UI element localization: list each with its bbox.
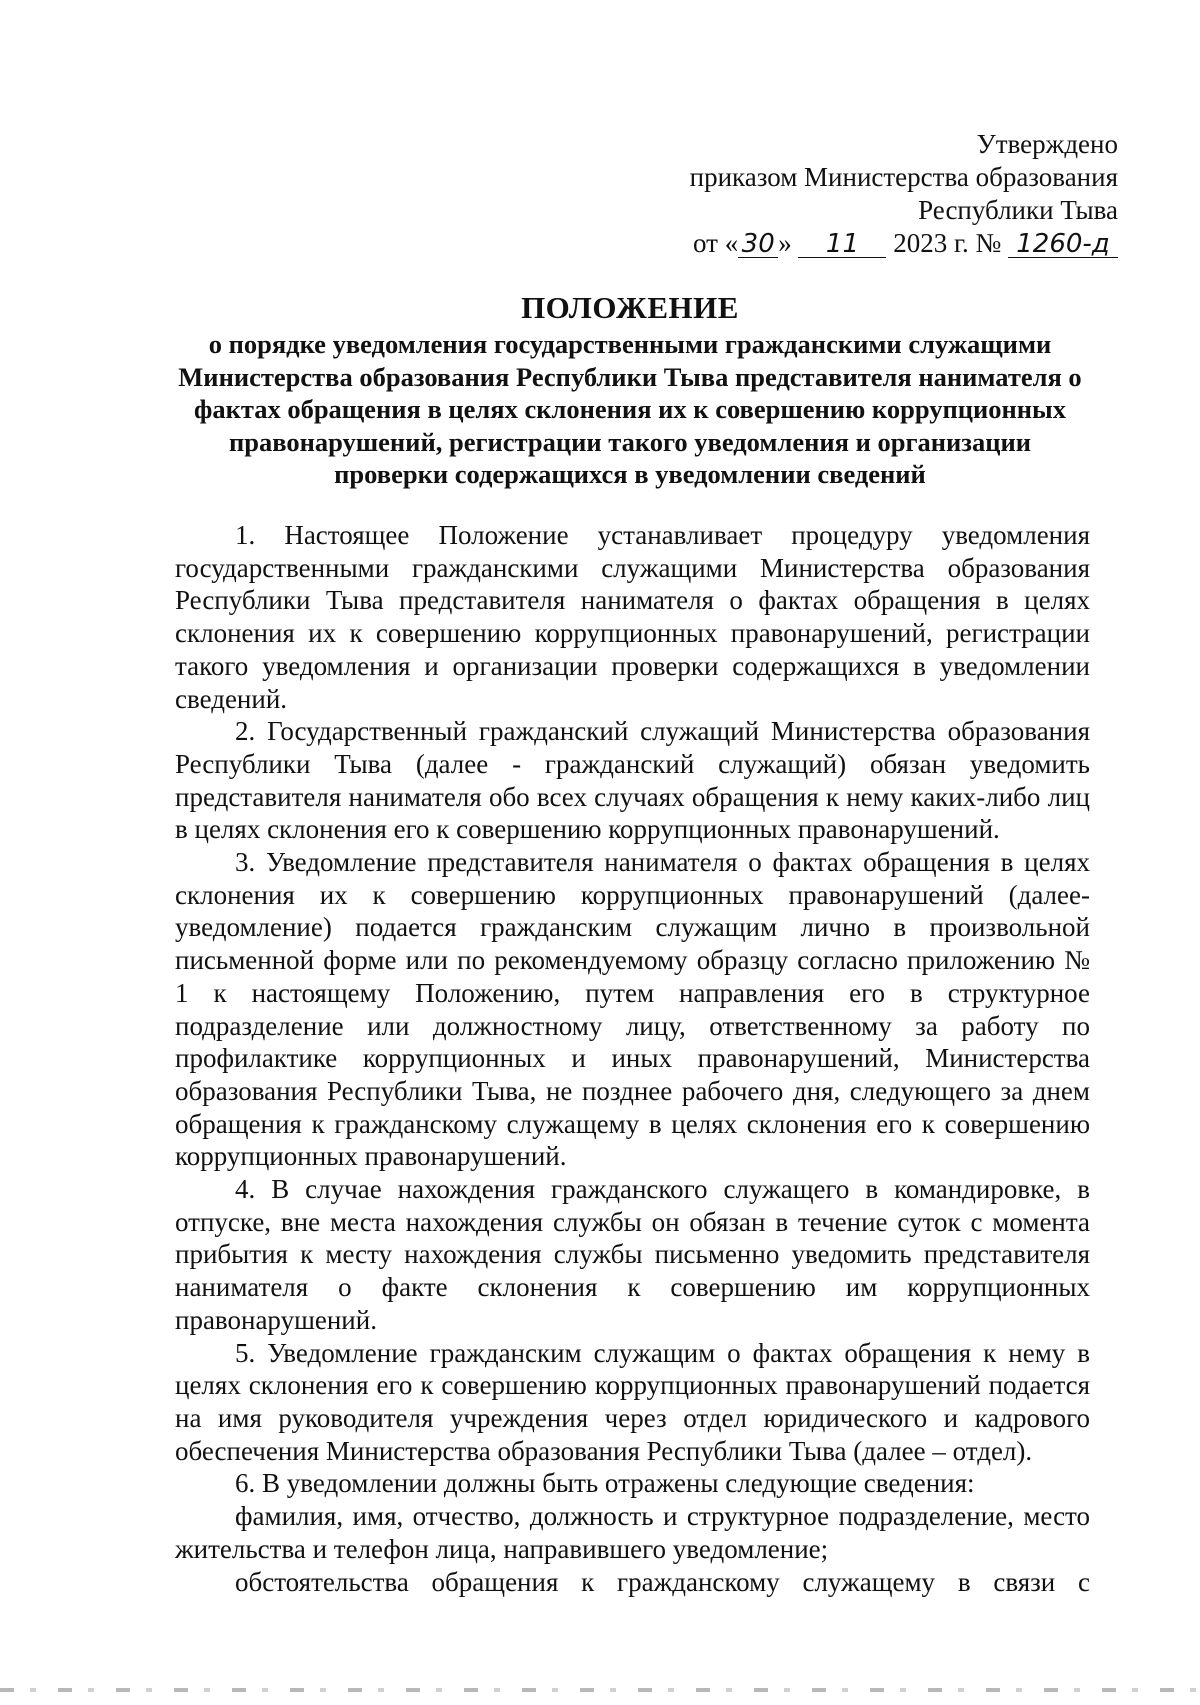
document-subtitle: о порядке уведомления государственными гражданскими служащими Министерства образования Республики Тыва представителя нанимателя о фактах обращения в целях склонения их к совершению коррупционных правонарушений, регистрации такого уведомления и организации проверки содержащихся в уведомлении сведений (178, 329, 1082, 489)
paragraph-1: 1. Настоящее Положение устанавливает процедуру уведомления государственными гражданскими служащими Министерства образования Республики Тыва представителя нанимателя о фактах обращения в целях склонения их к совершению коррупционных правонарушений, регистрации такого уведомления и организации проверки содержащихся в уведомлении сведений. (175, 520, 1090, 714)
paragraph-2: 2. Государственный гражданский служащий Министерства образования Республики Тыва (далее - гражданский служащий) обязан уведомить представителя нанимателя обо всех случаях обращения к нему каких-либо лиц в целях склонения его к совершению коррупционных правонарушений. (175, 716, 1090, 845)
document-title: ПОЛОЖЕНИЕ (521, 290, 739, 325)
scan-bottom-edge-artifact (0, 1688, 1200, 1692)
document-body (175, 519, 1090, 1598)
paragraph-5: 5. Уведомление гражданским служащим о фактах обращения к нему в целях склонения его к совершению коррупционных правонарушений подается на имя руководителя учреждения через отдел юридического и кадрового обеспечения Министерства образования Республики Тыва (далее – отдел). (175, 1337, 1090, 1466)
handwritten-order-number: 1260-д (1008, 231, 1118, 258)
handwritten-month: 11 (798, 231, 886, 258)
approval-line-approved: Утверждено (976, 129, 1118, 159)
date-year-number-label: 2023 г. № (893, 228, 1002, 258)
paragraph-6: 6. В уведомлении должны быть отражены следующие сведения: (235, 1468, 975, 1499)
paragraph-3: 3. Уведомление представителя нанимателя о фактах обращения в целях склонения их к совершению коррупционных правонарушений (далее-уведомление) подается гражданским служащим лично в произвольной письменной форме или по рекомендуемому образцу согласно приложению № 1 к настоящему Положению, путем направления его в структурное подразделение или должностному лицу, ответственному за работу по профилактике коррупционных и иных правонарушений, Министерства образования Республики Тыва, не позднее рабочего дня, следующего за днем обращения к гражданскому служащему в целях склонения его к совершению коррупционных правонарушений. (175, 847, 1090, 1172)
approval-date-line (690, 227, 1118, 260)
handwritten-day: 30 (738, 231, 778, 258)
date-prefix: от « (693, 228, 739, 258)
approval-line-order: приказом Министерства образования (689, 162, 1118, 192)
paragraph-6-item-1: фамилия, имя, отчество, должность и структурное подразделение, место жительства и телефон лица, направившего уведомление; (175, 1501, 1090, 1564)
date-mid: » (778, 228, 792, 258)
paragraph-4: 4. В случае нахождения гражданского служащего в командировке, в отпуске, вне места нахождения службы он обязан в течение суток с момента прибытия к месту нахождения службы письменно уведомить представителя нанимателя о факте склонения к совершению им коррупционных правонарушений. (175, 1174, 1090, 1335)
document-title-block (170, 290, 1090, 491)
paragraph-6-item-2: обстоятельства обращения к гражданскому служащему в связи с (235, 1566, 1090, 1597)
approval-stamp-block (690, 128, 1118, 260)
approval-line-republic: Республики Тыва (918, 195, 1118, 225)
